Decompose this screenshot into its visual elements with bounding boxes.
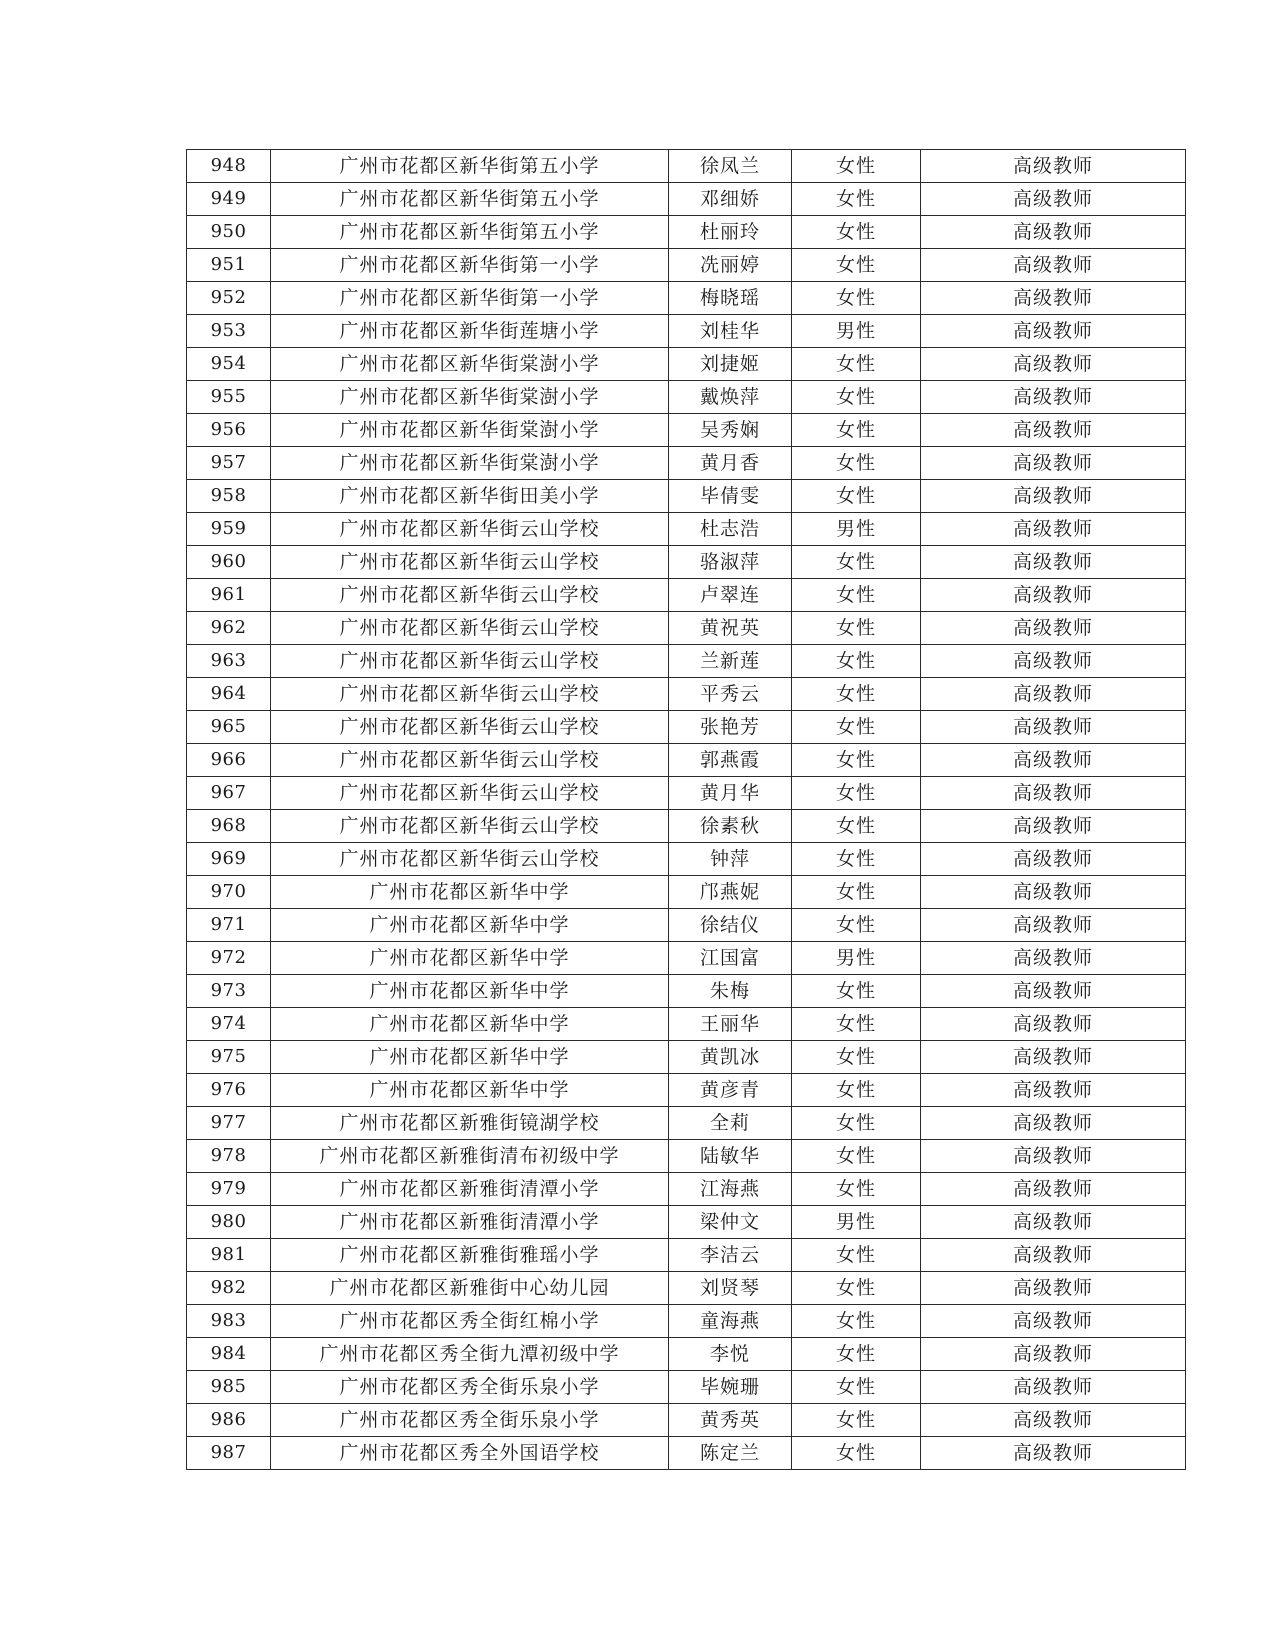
table-row <box>187 1008 1186 1041</box>
table-row <box>187 678 1186 711</box>
school-name-cell: 广州市花都区秀全外国语学校 <box>271 1437 669 1470</box>
table-row <box>187 777 1186 810</box>
row-number-cell: 985 <box>187 1371 271 1404</box>
teacher-name-cell: 骆淑萍 <box>669 546 792 579</box>
gender-cell: 女性 <box>792 150 921 183</box>
professional-title-cell: 高级教师 <box>921 1338 1186 1371</box>
gender-cell: 男性 <box>792 315 921 348</box>
professional-title-cell: 高级教师 <box>921 1239 1186 1272</box>
school-name-cell: 广州市花都区新华街第一小学 <box>271 249 669 282</box>
professional-title-cell: 高级教师 <box>921 1173 1186 1206</box>
professional-title-cell: 高级教师 <box>921 1305 1186 1338</box>
school-name-cell: 广州市花都区新华街云山学校 <box>271 546 669 579</box>
school-name-cell: 广州市花都区新华街莲塘小学 <box>271 315 669 348</box>
teacher-name-cell: 梁仲文 <box>669 1206 792 1239</box>
table-row <box>187 645 1186 678</box>
table-row <box>187 1140 1186 1173</box>
professional-title-cell: 高级教师 <box>921 1371 1186 1404</box>
table-row <box>187 216 1186 249</box>
gender-cell: 女性 <box>792 711 921 744</box>
row-number-cell: 949 <box>187 183 271 216</box>
school-name-cell: 广州市花都区新华街云山学校 <box>271 711 669 744</box>
row-number-cell: 955 <box>187 381 271 414</box>
row-number-cell: 963 <box>187 645 271 678</box>
professional-title-cell: 高级教师 <box>921 810 1186 843</box>
row-number-cell: 983 <box>187 1305 271 1338</box>
teacher-name-cell: 兰新莲 <box>669 645 792 678</box>
gender-cell: 男性 <box>792 942 921 975</box>
gender-cell: 女性 <box>792 414 921 447</box>
row-number-cell: 981 <box>187 1239 271 1272</box>
school-name-cell: 广州市花都区新华街云山学校 <box>271 612 669 645</box>
school-name-cell: 广州市花都区新华街棠澍小学 <box>271 381 669 414</box>
row-number-cell: 978 <box>187 1140 271 1173</box>
row-number-cell: 961 <box>187 579 271 612</box>
teacher-name-cell: 刘捷姬 <box>669 348 792 381</box>
gender-cell: 女性 <box>792 1041 921 1074</box>
teacher-name-cell: 杜丽玲 <box>669 216 792 249</box>
school-name-cell: 广州市花都区新华街第五小学 <box>271 183 669 216</box>
row-number-cell: 958 <box>187 480 271 513</box>
school-name-cell: 广州市花都区新华街云山学校 <box>271 843 669 876</box>
row-number-cell: 974 <box>187 1008 271 1041</box>
teacher-name-cell: 刘桂华 <box>669 315 792 348</box>
table-row <box>187 282 1186 315</box>
teacher-name-cell: 徐凤兰 <box>669 150 792 183</box>
table-row <box>187 711 1186 744</box>
teacher-name-cell: 梅晓瑶 <box>669 282 792 315</box>
gender-cell: 女性 <box>792 744 921 777</box>
school-name-cell: 广州市花都区新雅街清布初级中学 <box>271 1140 669 1173</box>
teacher-name-cell: 李悦 <box>669 1338 792 1371</box>
gender-cell: 男性 <box>792 513 921 546</box>
professional-title-cell: 高级教师 <box>921 447 1186 480</box>
row-number-cell: 951 <box>187 249 271 282</box>
gender-cell: 女性 <box>792 282 921 315</box>
table-row <box>187 1173 1186 1206</box>
professional-title-cell: 高级教师 <box>921 909 1186 942</box>
school-name-cell: 广州市花都区新雅街清潭小学 <box>271 1173 669 1206</box>
row-number-cell: 968 <box>187 810 271 843</box>
school-name-cell: 广州市花都区新华街云山学校 <box>271 810 669 843</box>
table-row <box>187 546 1186 579</box>
teacher-name-cell: 杜志浩 <box>669 513 792 546</box>
gender-cell: 男性 <box>792 1206 921 1239</box>
professional-title-cell: 高级教师 <box>921 942 1186 975</box>
teacher-roster-table <box>186 149 1186 1470</box>
teacher-name-cell: 毕婉珊 <box>669 1371 792 1404</box>
table-row <box>187 1371 1186 1404</box>
gender-cell: 女性 <box>792 777 921 810</box>
school-name-cell: 广州市花都区新华中学 <box>271 1041 669 1074</box>
gender-cell: 女性 <box>792 843 921 876</box>
row-number-cell: 969 <box>187 843 271 876</box>
gender-cell: 女性 <box>792 480 921 513</box>
school-name-cell: 广州市花都区新雅街清潭小学 <box>271 1206 669 1239</box>
professional-title-cell: 高级教师 <box>921 1140 1186 1173</box>
table-row <box>187 744 1186 777</box>
professional-title-cell: 高级教师 <box>921 975 1186 1008</box>
professional-title-cell: 高级教师 <box>921 678 1186 711</box>
school-name-cell: 广州市花都区新华中学 <box>271 909 669 942</box>
professional-title-cell: 高级教师 <box>921 1206 1186 1239</box>
table-row <box>187 447 1186 480</box>
row-number-cell: 986 <box>187 1404 271 1437</box>
table-row <box>187 150 1186 183</box>
professional-title-cell: 高级教师 <box>921 1008 1186 1041</box>
professional-title-cell: 高级教师 <box>921 777 1186 810</box>
table-row <box>187 975 1186 1008</box>
school-name-cell: 广州市花都区新华街云山学校 <box>271 678 669 711</box>
professional-title-cell: 高级教师 <box>921 216 1186 249</box>
gender-cell: 女性 <box>792 1371 921 1404</box>
professional-title-cell: 高级教师 <box>921 876 1186 909</box>
school-name-cell: 广州市花都区新华街云山学校 <box>271 777 669 810</box>
school-name-cell: 广州市花都区新雅街雅瑶小学 <box>271 1239 669 1272</box>
row-number-cell: 960 <box>187 546 271 579</box>
school-name-cell: 广州市花都区新华街云山学校 <box>271 645 669 678</box>
row-number-cell: 980 <box>187 1206 271 1239</box>
row-number-cell: 950 <box>187 216 271 249</box>
professional-title-cell: 高级教师 <box>921 1107 1186 1140</box>
school-name-cell: 广州市花都区新华街云山学校 <box>271 513 669 546</box>
teacher-name-cell: 黄凯冰 <box>669 1041 792 1074</box>
professional-title-cell: 高级教师 <box>921 315 1186 348</box>
professional-title-cell: 高级教师 <box>921 414 1186 447</box>
row-number-cell: 957 <box>187 447 271 480</box>
school-name-cell: 广州市花都区秀全街乐泉小学 <box>271 1371 669 1404</box>
teacher-name-cell: 黄月香 <box>669 447 792 480</box>
row-number-cell: 977 <box>187 1107 271 1140</box>
table-row <box>187 1437 1186 1470</box>
professional-title-cell: 高级教师 <box>921 150 1186 183</box>
professional-title-cell: 高级教师 <box>921 1074 1186 1107</box>
table-row <box>187 381 1186 414</box>
school-name-cell: 广州市花都区秀全街乐泉小学 <box>271 1404 669 1437</box>
table-row <box>187 1305 1186 1338</box>
professional-title-cell: 高级教师 <box>921 1404 1186 1437</box>
teacher-name-cell: 陈定兰 <box>669 1437 792 1470</box>
gender-cell: 女性 <box>792 810 921 843</box>
table-row <box>187 513 1186 546</box>
roster-body <box>187 150 1186 1470</box>
row-number-cell: 971 <box>187 909 271 942</box>
teacher-name-cell: 黄秀英 <box>669 1404 792 1437</box>
school-name-cell: 广州市花都区新华街棠澍小学 <box>271 348 669 381</box>
row-number-cell: 984 <box>187 1338 271 1371</box>
table-row <box>187 1272 1186 1305</box>
teacher-name-cell: 刘贤琴 <box>669 1272 792 1305</box>
professional-title-cell: 高级教师 <box>921 249 1186 282</box>
professional-title-cell: 高级教师 <box>921 381 1186 414</box>
teacher-name-cell: 黄祝英 <box>669 612 792 645</box>
school-name-cell: 广州市花都区新华中学 <box>271 1074 669 1107</box>
teacher-name-cell: 陆敏华 <box>669 1140 792 1173</box>
gender-cell: 女性 <box>792 1074 921 1107</box>
row-number-cell: 987 <box>187 1437 271 1470</box>
professional-title-cell: 高级教师 <box>921 282 1186 315</box>
school-name-cell: 广州市花都区新华街第五小学 <box>271 216 669 249</box>
gender-cell: 女性 <box>792 579 921 612</box>
gender-cell: 女性 <box>792 876 921 909</box>
table-row <box>187 612 1186 645</box>
teacher-name-cell: 郭燕霞 <box>669 744 792 777</box>
school-name-cell: 广州市花都区新华中学 <box>271 975 669 1008</box>
table-row <box>187 348 1186 381</box>
professional-title-cell: 高级教师 <box>921 348 1186 381</box>
school-name-cell: 广州市花都区秀全街红棉小学 <box>271 1305 669 1338</box>
table-row <box>187 183 1186 216</box>
teacher-name-cell: 邓细娇 <box>669 183 792 216</box>
gender-cell: 女性 <box>792 1338 921 1371</box>
table-row <box>187 579 1186 612</box>
gender-cell: 女性 <box>792 381 921 414</box>
professional-title-cell: 高级教师 <box>921 513 1186 546</box>
teacher-name-cell: 徐素秋 <box>669 810 792 843</box>
table-row <box>187 810 1186 843</box>
school-name-cell: 广州市花都区新华街云山学校 <box>271 579 669 612</box>
teacher-name-cell: 朱梅 <box>669 975 792 1008</box>
row-number-cell: 972 <box>187 942 271 975</box>
row-number-cell: 959 <box>187 513 271 546</box>
professional-title-cell: 高级教师 <box>921 480 1186 513</box>
teacher-name-cell: 张艳芳 <box>669 711 792 744</box>
professional-title-cell: 高级教师 <box>921 546 1186 579</box>
teacher-name-cell: 江海燕 <box>669 1173 792 1206</box>
gender-cell: 女性 <box>792 348 921 381</box>
row-number-cell: 954 <box>187 348 271 381</box>
teacher-name-cell: 戴焕萍 <box>669 381 792 414</box>
row-number-cell: 964 <box>187 678 271 711</box>
school-name-cell: 广州市花都区新雅街中心幼儿园 <box>271 1272 669 1305</box>
professional-title-cell: 高级教师 <box>921 744 1186 777</box>
gender-cell: 女性 <box>792 1404 921 1437</box>
table-row <box>187 1206 1186 1239</box>
table-row <box>187 1404 1186 1437</box>
gender-cell: 女性 <box>792 249 921 282</box>
teacher-name-cell: 吴秀娴 <box>669 414 792 447</box>
school-name-cell: 广州市花都区新华街云山学校 <box>271 744 669 777</box>
row-number-cell: 970 <box>187 876 271 909</box>
school-name-cell: 广州市花都区新华中学 <box>271 942 669 975</box>
school-name-cell: 广州市花都区新华街第一小学 <box>271 282 669 315</box>
gender-cell: 女性 <box>792 1305 921 1338</box>
row-number-cell: 979 <box>187 1173 271 1206</box>
school-name-cell: 广州市花都区秀全街九潭初级中学 <box>271 1338 669 1371</box>
row-number-cell: 975 <box>187 1041 271 1074</box>
gender-cell: 女性 <box>792 678 921 711</box>
table-row <box>187 909 1186 942</box>
teacher-name-cell: 卢翠连 <box>669 579 792 612</box>
professional-title-cell: 高级教师 <box>921 645 1186 678</box>
gender-cell: 女性 <box>792 1437 921 1470</box>
teacher-name-cell: 王丽华 <box>669 1008 792 1041</box>
professional-title-cell: 高级教师 <box>921 1041 1186 1074</box>
table-row <box>187 843 1186 876</box>
teacher-name-cell: 童海燕 <box>669 1305 792 1338</box>
professional-title-cell: 高级教师 <box>921 1272 1186 1305</box>
school-name-cell: 广州市花都区新雅街镜湖学校 <box>271 1107 669 1140</box>
school-name-cell: 广州市花都区新华街棠澍小学 <box>271 447 669 480</box>
row-number-cell: 956 <box>187 414 271 447</box>
professional-title-cell: 高级教师 <box>921 579 1186 612</box>
teacher-name-cell: 李洁云 <box>669 1239 792 1272</box>
school-name-cell: 广州市花都区新华中学 <box>271 1008 669 1041</box>
table-row <box>187 315 1186 348</box>
table-row <box>187 1338 1186 1371</box>
table-row <box>187 414 1186 447</box>
teacher-name-cell: 徐结仪 <box>669 909 792 942</box>
school-name-cell: 广州市花都区新华中学 <box>271 876 669 909</box>
school-name-cell: 广州市花都区新华街田美小学 <box>271 480 669 513</box>
school-name-cell: 广州市花都区新华街第五小学 <box>271 150 669 183</box>
gender-cell: 女性 <box>792 645 921 678</box>
teacher-name-cell: 黄彦青 <box>669 1074 792 1107</box>
teacher-name-cell: 黄月华 <box>669 777 792 810</box>
gender-cell: 女性 <box>792 216 921 249</box>
gender-cell: 女性 <box>792 183 921 216</box>
professional-title-cell: 高级教师 <box>921 843 1186 876</box>
school-name-cell: 广州市花都区新华街棠澍小学 <box>271 414 669 447</box>
row-number-cell: 962 <box>187 612 271 645</box>
gender-cell: 女性 <box>792 447 921 480</box>
row-number-cell: 966 <box>187 744 271 777</box>
gender-cell: 女性 <box>792 909 921 942</box>
row-number-cell: 948 <box>187 150 271 183</box>
professional-title-cell: 高级教师 <box>921 1437 1186 1470</box>
row-number-cell: 976 <box>187 1074 271 1107</box>
gender-cell: 女性 <box>792 1272 921 1305</box>
table-row <box>187 1107 1186 1140</box>
teacher-name-cell: 冼丽婷 <box>669 249 792 282</box>
table-row <box>187 876 1186 909</box>
gender-cell: 女性 <box>792 612 921 645</box>
row-number-cell: 982 <box>187 1272 271 1305</box>
gender-cell: 女性 <box>792 1140 921 1173</box>
table-row <box>187 1074 1186 1107</box>
teacher-name-cell: 毕倩雯 <box>669 480 792 513</box>
row-number-cell: 952 <box>187 282 271 315</box>
teacher-name-cell: 平秀云 <box>669 678 792 711</box>
table-row <box>187 1041 1186 1074</box>
gender-cell: 女性 <box>792 975 921 1008</box>
row-number-cell: 973 <box>187 975 271 1008</box>
gender-cell: 女性 <box>792 1107 921 1140</box>
professional-title-cell: 高级教师 <box>921 612 1186 645</box>
professional-title-cell: 高级教师 <box>921 183 1186 216</box>
gender-cell: 女性 <box>792 546 921 579</box>
row-number-cell: 967 <box>187 777 271 810</box>
teacher-name-cell: 全莉 <box>669 1107 792 1140</box>
teacher-name-cell: 江国富 <box>669 942 792 975</box>
teacher-name-cell: 邝燕妮 <box>669 876 792 909</box>
table-row <box>187 480 1186 513</box>
table-row <box>187 1239 1186 1272</box>
teacher-name-cell: 钟萍 <box>669 843 792 876</box>
table-row <box>187 249 1186 282</box>
row-number-cell: 953 <box>187 315 271 348</box>
gender-cell: 女性 <box>792 1008 921 1041</box>
row-number-cell: 965 <box>187 711 271 744</box>
gender-cell: 女性 <box>792 1239 921 1272</box>
table-row <box>187 942 1186 975</box>
gender-cell: 女性 <box>792 1173 921 1206</box>
professional-title-cell: 高级教师 <box>921 711 1186 744</box>
